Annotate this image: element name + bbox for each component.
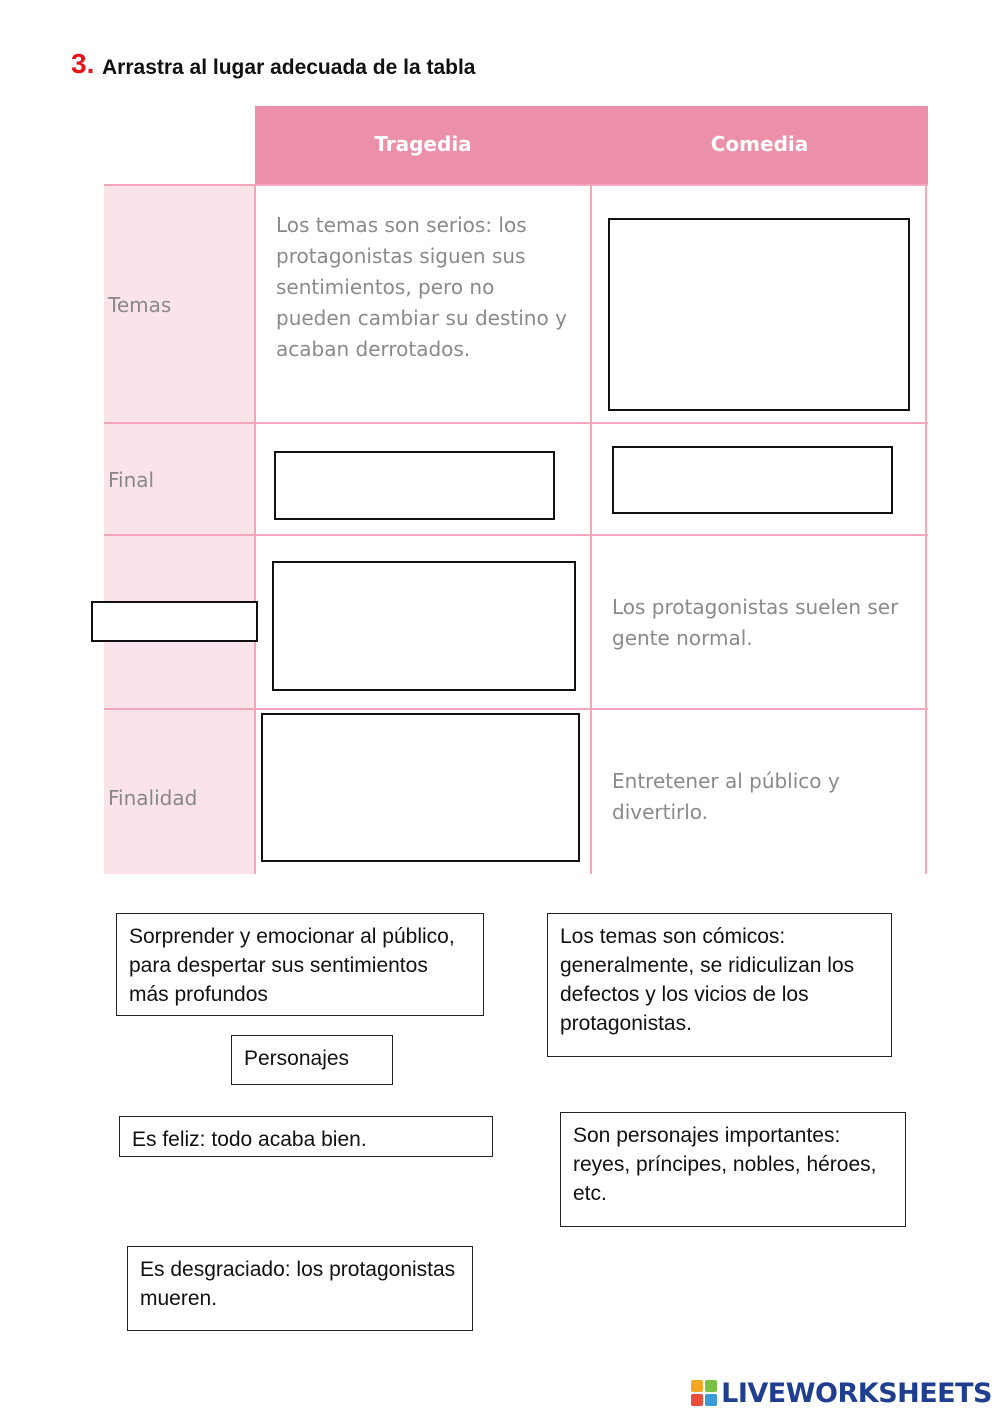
cell-comedia-personajes: Los protagonistas suelen ser gente normal. xyxy=(612,595,899,650)
row-header-column xyxy=(104,186,254,874)
grid-line xyxy=(925,184,927,874)
grid-line xyxy=(104,534,928,536)
grid-line xyxy=(104,422,928,424)
row-label-temas: Temas xyxy=(108,293,172,317)
drop-zone-comedia-temas[interactable] xyxy=(608,218,910,411)
answer-card[interactable]: Sorprender y emocionar al público, para despertar sus sentimientos más profundos xyxy=(116,913,484,1016)
logo-text: LIVEWORKSHEETS xyxy=(721,1377,992,1409)
answer-card[interactable]: Son personajes importantes: reyes, príncipes, nobles, héroes, etc. xyxy=(560,1112,906,1227)
logo-square xyxy=(691,1394,703,1406)
logo-mark-icon xyxy=(691,1380,717,1406)
column-header-tragedia: Tragedia xyxy=(374,132,472,156)
drop-zone-tragedia-final[interactable] xyxy=(274,451,555,520)
cell-comedia-finalidad: Entretener al público y divertirlo. xyxy=(612,769,840,824)
drop-zone-tragedia-finalidad[interactable] xyxy=(261,713,580,862)
answer-card[interactable]: Es feliz: todo acaba bien. xyxy=(119,1116,493,1157)
logo-square xyxy=(705,1380,717,1392)
row-label-final: Final xyxy=(108,468,155,492)
question-title: Arrastra al lugar adecuada de la tabla xyxy=(102,56,476,79)
grid-line xyxy=(254,184,256,874)
logo-square xyxy=(705,1394,717,1406)
drop-zone-tragedia-personajes[interactable] xyxy=(272,561,576,691)
question-number: 3. xyxy=(71,48,95,79)
answer-card[interactable]: Personajes xyxy=(231,1035,393,1085)
column-header-comedia: Comedia xyxy=(710,132,809,156)
drop-zone-row-label[interactable] xyxy=(91,601,258,642)
grid-line xyxy=(104,708,928,710)
drop-zone-comedia-final[interactable] xyxy=(612,446,893,514)
logo-square xyxy=(691,1380,703,1392)
row-label-finalidad: Finalidad xyxy=(108,786,198,810)
answer-card[interactable]: Los temas son cómicos: generalmente, se ridiculizan los defectos y los vicios de los protagonistas. xyxy=(547,913,892,1057)
grid-line xyxy=(590,184,592,874)
answer-card[interactable]: Es desgraciado: los protagonistas mueren. xyxy=(127,1246,473,1331)
grid-line xyxy=(104,184,928,186)
liveworksheets-logo xyxy=(691,1376,992,1410)
cell-tragedia-temas: Los temas son serios: los protagonistas siguen sus sentimientos, pero no pueden cambiar su destino y acaban derrotados. xyxy=(276,213,567,361)
